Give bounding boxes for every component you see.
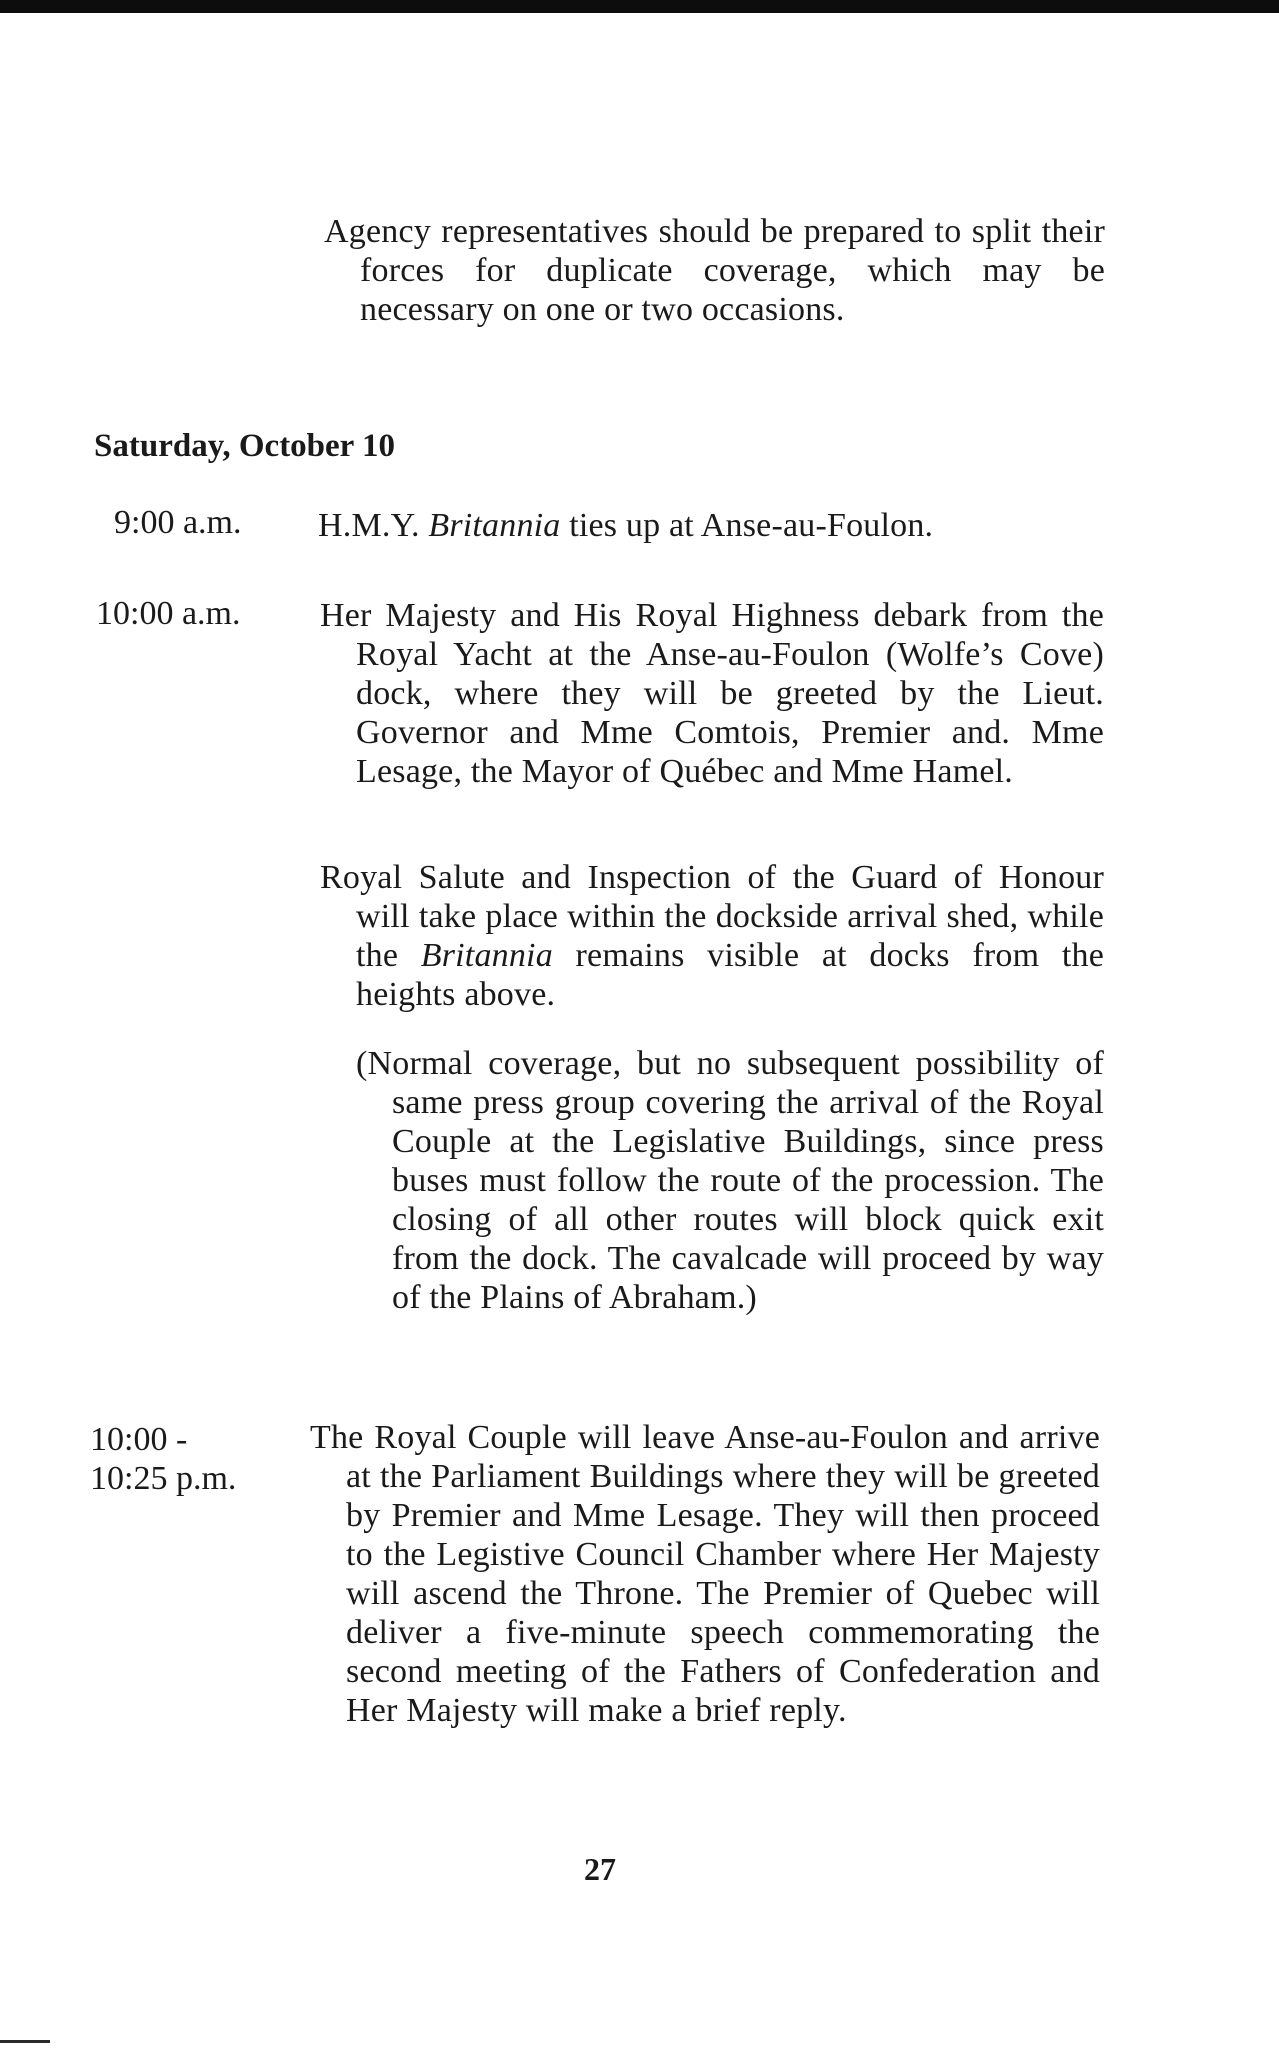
vessel-name: Britannia	[420, 937, 553, 974]
schedule-entry	[320, 858, 1105, 1014]
day-heading: Saturday, October 10	[94, 428, 395, 464]
schedule-entry	[318, 506, 1108, 545]
entry-text: remains visible at docks from the heights above.	[356, 937, 1105, 1013]
time-start: 10:00 -	[90, 1421, 188, 1458]
time-label: 9:00 a.m.	[114, 504, 242, 541]
entry-text: H.M.Y.	[318, 507, 429, 544]
scan-edge-mark	[0, 2040, 50, 2043]
schedule-entry: The Royal Couple will leave Anse-au-Foulon and arrive at the Parliament Buildings where they will be greeted by Premier and Mme Lesage. They will then proceed to the Legistive Council Chamber where Her Majesty will ascend the Throne. The Premier of Quebec will deliver a five-minute speech commemorating the second meeting of the Fathers of Confederation and Her Majesty will make a brief reply.	[310, 1419, 1100, 1729]
schedule-entry: Her Majesty and His Royal Highness debark from the Royal Yacht at the Anse-au-Foulon (Wolfe’s Cove) dock, where they will be greeted by the Lieut. Governor and Mme Comtois, Premier and. Mme Lesage, the Mayor of Québec and Mme Hamel.	[320, 597, 1104, 790]
time-range	[90, 1420, 236, 1498]
time-end: 10:25 p.m.	[90, 1460, 237, 1497]
time-label: 10:00 a.m.	[96, 595, 241, 632]
vessel-name: Britannia	[428, 507, 561, 544]
entry-text: Royal Salute and Inspection of the Guard of Honour will take place within the dockside arrival shed, while the	[320, 859, 1104, 974]
coverage-note: (Normal coverage, but no subsequent possibility of same press group covering the arrival of the Royal Couple at the Legislative Buildings, since press buses must follow the route of the procession. The closing of all other routes will block quick exit from the dock. The cavalcade will proceed by way of the Plains of Abraham.)	[356, 1045, 1104, 1316]
intro-paragraph: Agency representatives should be prepared to split their forces for duplicate coverage, which may be necessary on one or two occasions.	[324, 213, 1105, 328]
page-number: 27	[584, 1851, 616, 1887]
entry-text: ties up at Anse-au-Foulon.	[560, 507, 934, 544]
